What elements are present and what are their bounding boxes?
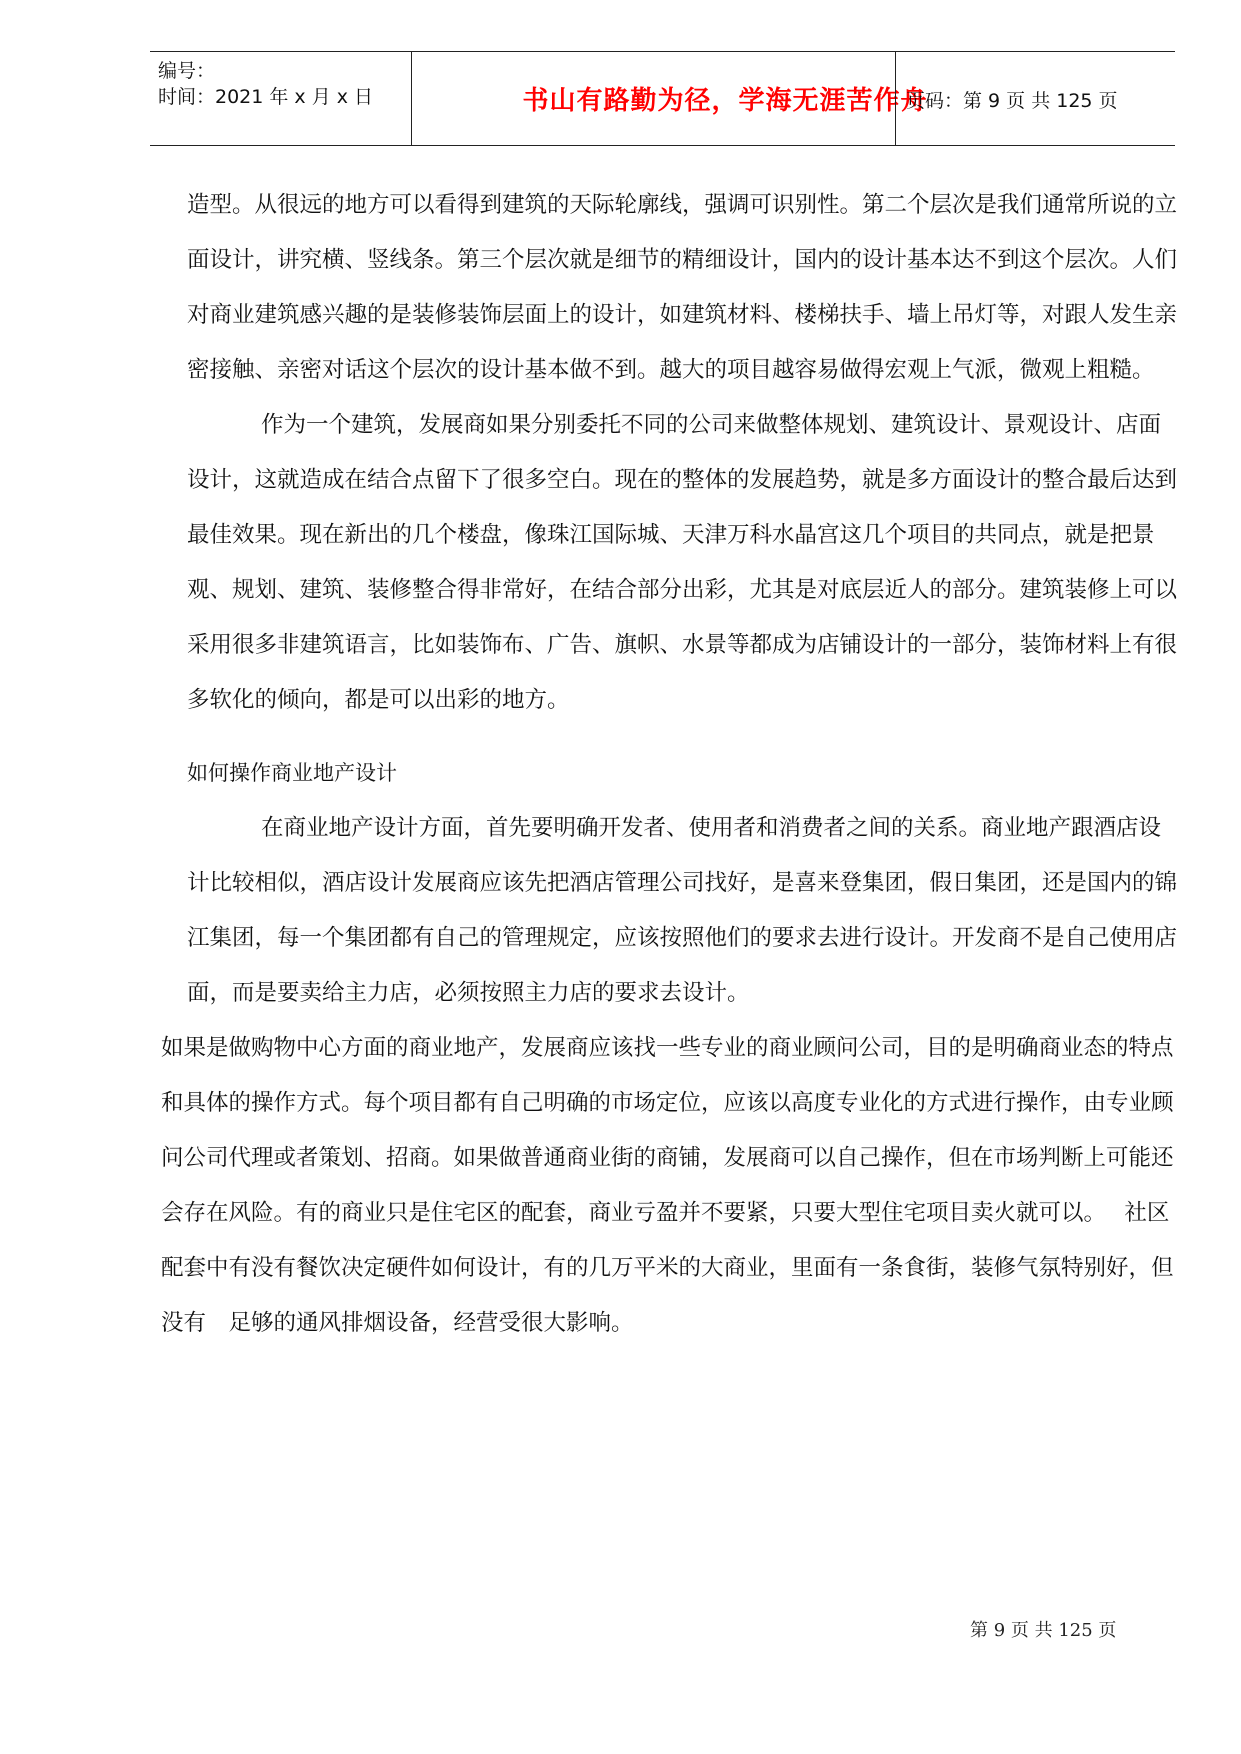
header-meta [158,58,373,110]
header-number-label: 编号： [158,60,216,82]
header-time-label: 时间：2021 年 x 月 x 日 [158,86,374,108]
header-motto: 书山有路勤为径，学海无涯苦作舟 [522,86,928,116]
page-footer: 第 9 页 共 125 页 [970,1620,1117,1641]
body-paragraph-4: 如果是做购物中心方面的商业地产，发展商应该找一些专业的商业顾问公司，目的是明确商业态的特点和具体的操作方式。每个项目都有自己明确的市场定位，应该以高度专业化的方式进行操作，由专业顾问公司代理或者策划、招商。如果做普通商业街的商铺，发展商可以自己操作，但在市场判断上可能还会存在风险。有的商业只是住宅区的配套，商业亏盈并不要紧，只要大型住宅项目卖火就可以。 社区配套中有没有餐饮决定硬件如何设计，有的几万平米的大商业，里面有一条食街，装修气氛特别好，但没有 足够的通风排烟设备，经营受很大影响。 [161,1035,1174,1336]
section-heading: 如何操作商业地产设计 [187,761,397,785]
body-paragraph-1: 造型。从很远的地方可以看得到建筑的天际轮廓线，强调可识别性。第二个层次是我们通常所说的立面设计，讲究横、竖线条。第三个层次就是细节的精细设计，国内的设计基本达不到这个层次。人们对商业建筑感兴趣的是装修装饰层面上的设计，如建筑材料、楼梯扶手、墙上吊灯等，对跟人发生亲密接触、亲密对话这个层次的设计基本做不到。越大的项目越容易做得宏观上气派，微观上粗糙。 [187,192,1178,383]
section-gap [187,728,1177,746]
header-page-code: 页码：第 9 页 共 125 页 [906,90,1118,112]
body-paragraph-2: 作为一个建筑，发展商如果分别委托不同的公司来做整体规划、建筑设计、景观设计、店面设计，这就造成在结合点留下了很多空白。现在的整体的发展趋势，就是多方面设计的整合最后达到最佳效果。现在新出的几个楼盘，像珠江国际城、天津万科水晶宫这几个项目的共同点，就是把景观、规划、建筑、装修整合得非常好，在结合部分出彩，尤其是对底层近人的部分。建筑装修上可以采用很多非建筑语言，比如装饰布、广告、旗帜、水景等都成为店铺设计的一部分，装饰材料上有很多软化的倾向，都是可以出彩的地方。 [187,412,1178,713]
document-body [161,178,1178,1351]
header-divider-right [895,52,896,145]
page-header [150,51,1175,146]
body-paragraph-3: 在商业地产设计方面，首先要明确开发者、使用者和消费者之间的关系。商业地产跟酒店设计比较相似，酒店设计发展商应该先把酒店管理公司找好，是喜来登集团，假日集团，还是国内的锦江集团，每一个集团都有自己的管理规定，应该按照他们的要求去进行设计。开发商不是自己使用店面，而是要卖给主力店，必须按照主力店的要求去设计。 [187,815,1178,1006]
